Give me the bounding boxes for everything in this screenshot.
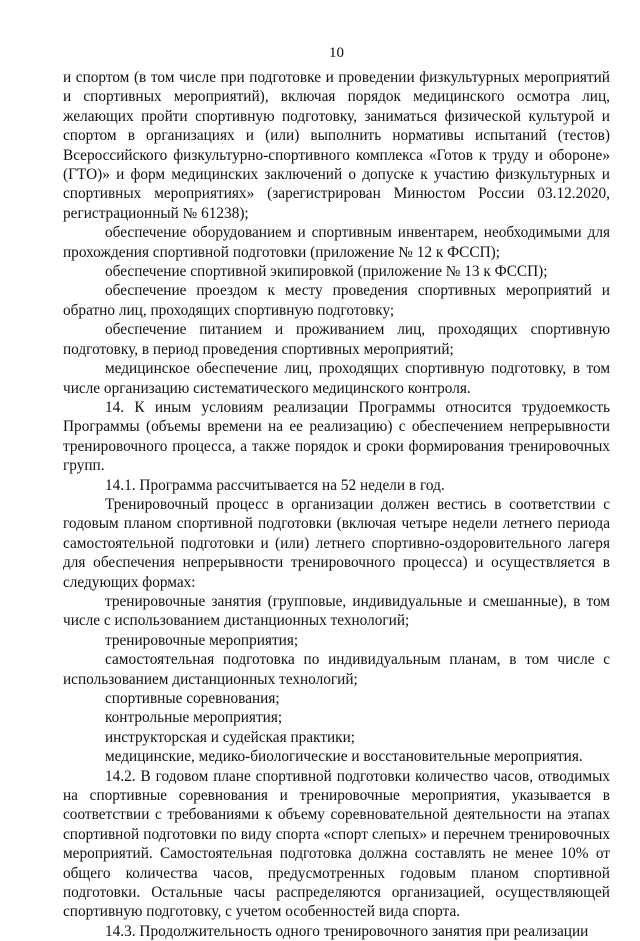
paragraph-outfit: обеспечение спортивной экипировкой (приложение № 13 к ФССП); [105,263,548,281]
list-item-instructor-practice: инструкторская и судейская практики; [105,728,356,746]
document-body [63,68,610,941]
list-item-self-study: самостоятельная подготовка по индивидуальным планам, в том числе с использованием дистанционных технологий; [63,651,610,688]
paragraph-travel: обеспечение проездом к месту проведения спортивных мероприятий и обратно лиц, проходящих спортивную подготовку; [63,282,610,319]
list-item-training-sessions: тренировочные занятия (групповые, индивидуальные и смешанные), в том числе с использованием дистанционных технологий; [63,592,610,630]
paragraph-section-14: 14. К иным условиям реализации Программы относится трудоемкость Программы (объемы времени на ее реализацию) с обеспечением непрерывности тренировочного процесса, а также порядок и сроки формирования тренировочных групп. [63,398,610,475]
list-item-competitions: спортивные соревнования; [105,690,280,707]
paragraph-equipment: обеспечение оборудованием и спортивным инвентарем, необходимыми для прохождения спортивной подготовки (приложение № 12 к ФССП); [63,224,610,261]
paragraph-section-14-1: 14.1. Программа рассчитывается на 52 недели в год. [105,476,445,494]
list-item-control-events: контрольные мероприятия; [105,709,283,727]
paragraph-continuation: и спортом (в том числе при подготовке и проведении физкультурных мероприятий и спортивных мероприятий), включая порядок медицинского осмотра лиц, желающих пройти спортивную подготовку, заниматься физической культурой и спортом в организациях и (или) выполнить нормативы испытаний (тестов) Всероссийского физкультурно-спортивного комплекса «Готов к труду и обороне» (ГТО)» и форм медицинских заключений о допуске к участию физкультурных и спортивных мероприятиях» (зарегистрирован Минюстом России 03.12.2020, регистрационный № 61238); [63,69,610,222]
paragraph-training-process: Тренировочный процесс в организации должен вестись в соответствии с годовым планом спортивной подготовки (включая четыре недели летнего периода самостоятельной подготовки и (или) летнего спортивно-оздоровительного лагеря для обеспечения непрерывности тренировочного процесса) и осуществляется в следующих формах: [63,495,610,591]
paragraph-section-14-3: 14.3. Продолжительность одного тренировочного занятия при реализации [105,922,589,940]
paragraph-section-14-2: 14.2. В годовом плане спортивной подготовки количество часов, отводимых на спортивные соревнования и тренировочные мероприятия, указывается в соответствии с требованиями к объему соревновательной деятельности на этапах спортивной подготовки по виду спорта «спорт слепых» и перечнем тренировочных мероприятий. Самостоятельная подготовка должна составлять не менее 10% от общего количества часов, предусмотренных годовым планом спортивной подготовки. Остальные часы распределяются организацией, осуществляющей спортивную подготовку, с учетом особенностей вида спорта. [63,767,610,921]
page-number: 10 [329,45,344,61]
list-item-training-events: тренировочные мероприятия; [105,631,299,649]
paragraph-meals: обеспечение питанием и проживанием лиц, проходящих спортивную подготовку, в период проведения спортивных мероприятий; [63,321,610,358]
paragraph-medical: медицинское обеспечение лиц, проходящих спортивную подготовку, в том числе организацию систематического медицинского контроля. [63,360,610,397]
list-item-medical-events: медицинские, медико-биологические и восстановительные мероприятия. [105,748,583,766]
